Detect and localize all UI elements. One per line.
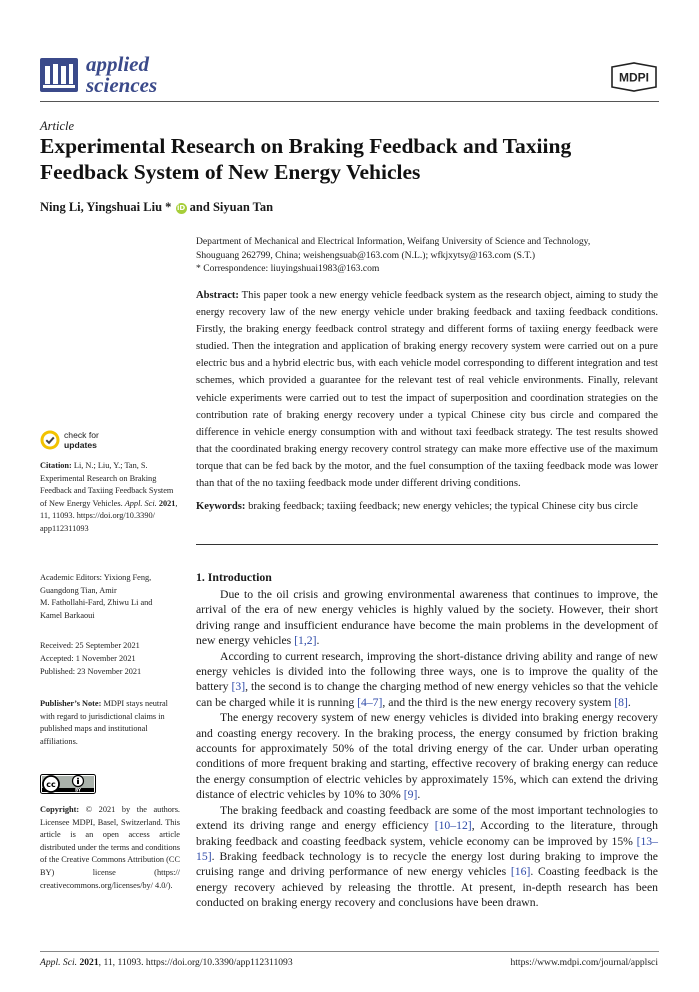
citation-ref[interactable]: [4–7] <box>357 695 383 709</box>
paragraph-text: , and the third is the new energy recovery system <box>382 695 615 709</box>
citation-doi[interactable]: , 11, 11093. https://doi.org/10.3390/ app112311093 <box>40 498 178 533</box>
publisher-name: MDPI <box>619 70 649 85</box>
footer-citation <box>40 957 293 968</box>
citation <box>40 460 180 536</box>
abstract <box>196 287 658 492</box>
author-list <box>40 200 273 215</box>
cc-by-label: BY <box>75 787 81 793</box>
paragraph-text: , the second is to change the charging method of new energy vehicles so that the vehicle can be charged while it is running <box>196 680 658 709</box>
citation-ref[interactable]: [16] <box>510 865 531 879</box>
paragraph-text: According to current research, improving the short-distance driving ability and range of new energy vehicles is divided into the following three ways, one is to improve the quality of the battery <box>196 649 658 694</box>
abstract-text: This paper took a new energy vehicle feedback system as the research object, aiming to study the energy recovery law of the new energy vehicle under braking feedback and taxiing feedback conditions. Firstly, the braking energy feedback control strategy and different forms of taxiing energy feedback were studied. Then the integration and application of braking energy recovery system were carried out on a pure electric bus and a hybrid electric bus, with each vehicle model corresponding to different integration and test schemes, which provided a guarantee for the relevant test of real vehicle environments. Finally, relevant vehicle experiments were carried out to test the impact of superposition and coordination strategies on the contribution rate of braking energy recovery under a typical Chinese city bus circle and compared the difference in vehicle energy consumption with and without taxi feedback strategy. The test results showed that the coordinated braking energy recovery control strategy can make more effective use of the maximum torque that can be fed back by the motor, and the fuel consumption of the taxiing feedback mode was lower than that of the no taxiing feedback mode under different driving conditions. <box>196 290 658 490</box>
footer-journal: Appl. Sci. <box>40 957 78 968</box>
copyright-notice <box>40 804 180 892</box>
footer-divider <box>40 951 659 952</box>
paragraph-text: . Braking feedback technology is to recycle the energy lost during braking to improve the cruising range and driving performance of new energy vehicles <box>196 849 658 879</box>
paragraph-text: . Coasting feedback is the energy recovery achieved by releasing the throttle. At present, in-depth research has been conducted on braking energy recovery and conclusions have been drawn. <box>196 865 658 910</box>
publisher-note-text: MDPI stays neutral with regard to jurisdictional claims in published maps and institutional affiliations. <box>40 699 168 746</box>
footer-doi[interactable]: , 11, 11093. https://doi.org/10.3390/app112311093 <box>98 957 293 968</box>
authors-tail: and Siyuan Tan <box>189 200 274 214</box>
correspondence: * Correspondence: liuyingshuai1983@163.com <box>196 263 380 274</box>
paragraph-text: The energy recovery system of new energy vehicles is divided into braking energy recovery and coasting energy recovery. In the braking process, the energy consumed by friction braking accounts for approximately 50% of the total driving energy of the car. Under urban operating conditions of more frequent braking and starting, effective recovery of braking energy can reduce the energy consumption of electric vehicles by approximately 15%, which can extend the driving distance of electric vehicles by 10% to 30% <box>196 711 658 802</box>
check-updates-label <box>64 431 99 450</box>
journal-logo-icon <box>40 58 78 92</box>
check-updates-icon <box>40 430 60 450</box>
academic-editors: Academic Editors: Yixiong Feng, Guangdong Tian, Amir M. Fathollahi-Fard, Zhiwu Li and Kamel Barkaoui <box>40 573 153 620</box>
keywords-text: braking feedback; taxiing feedback; new energy vehicles; the typical Chinese city bus circle <box>245 501 638 512</box>
abstract-divider <box>196 544 658 545</box>
paragraph-text: Due to the oil crisis and growing environmental awareness that continues to improve, the arrival of the era of new energy vehicles is highly valued by the society. However, their short driving range and insufficient endurance have become the main problems in the development of new energy vehicles <box>196 588 658 648</box>
paragraph <box>196 710 658 802</box>
paragraph <box>196 587 658 649</box>
section-heading: 1. Introduction <box>196 570 272 584</box>
accepted-date: Accepted: 1 November 2021 <box>40 654 136 664</box>
authors-main: Ning Li, Yingshuai Liu * <box>40 200 172 214</box>
affiliation-line: Department of Mechanical and Electrical Information, Weifang University of Science and Technology, <box>196 236 591 247</box>
journal-name: applied sciences <box>86 52 158 97</box>
affiliation <box>196 235 658 276</box>
citation-ref[interactable]: [8] <box>614 695 628 709</box>
copyright-label: Copyright: <box>40 805 80 814</box>
cc-by-license-icon[interactable] <box>40 774 96 794</box>
paper-title: Experimental Research on Braking Feedback and Taxiing Feedback System of New Energy Vehicles <box>40 134 572 184</box>
publication-dates <box>40 640 180 680</box>
citation-ref[interactable]: [13–15] <box>196 834 658 863</box>
affiliation-line: Shouguang 262799, China; weishengsuab@163.com (N.L.); wfkjxytsy@163.com (S.T.) <box>196 249 536 261</box>
paragraph <box>196 649 658 711</box>
paragraph-text: , According to the literature, through braking feedback and coasting feedback system, vehicle economy can be improved by 15% <box>196 819 658 848</box>
citation-ref[interactable]: [9] <box>403 788 418 802</box>
check-updates-line2: updates <box>64 439 97 450</box>
citation-label: Citation: <box>40 461 72 470</box>
copyright-text: © 2021 by the authors. Licensee MDPI, Basel, Switzerland. This article is an open access article distributed under the terms and conditions of the Creative Commons Attribution (CC BY) license (https:// creativecommons.org/licenses/by/ 4.0/). <box>40 805 180 890</box>
citation-journal: Appl. Sci. <box>124 498 157 508</box>
footer-year: 2021 <box>79 957 99 968</box>
paragraph <box>196 803 658 911</box>
citation-text: Li, N.; Liu, Y.; Tan, S. Experimental Research on Braking Feedback and Taxiing Feedback System of New Energy Vehicles. <box>40 461 174 508</box>
footer-url[interactable]: https://www.mdpi.com/journal/applsci <box>510 957 658 968</box>
publisher-note <box>40 698 180 748</box>
paragraph-text: . <box>417 788 421 802</box>
received-date: Received: 25 September 2021 <box>40 641 140 650</box>
citation-year: 2021 <box>156 498 176 508</box>
keywords <box>196 499 658 515</box>
mdpi-logo <box>608 62 660 92</box>
check-updates-line1: check for <box>64 430 99 440</box>
citation-ref[interactable]: [3] <box>231 680 246 694</box>
publisher-note-label: Publisher’s Note: <box>40 699 102 708</box>
cc-label: cc <box>46 780 56 789</box>
keywords-label: Keywords: <box>196 501 246 512</box>
header-divider <box>40 101 659 102</box>
introduction-body <box>196 587 658 911</box>
article-type: Article <box>40 119 75 133</box>
citation-ref[interactable]: [1,2] <box>294 634 317 648</box>
orcid-icon[interactable]: iD <box>176 204 186 212</box>
journal-logo <box>40 52 160 97</box>
published-date: Published: 23 November 2021 <box>40 667 142 677</box>
paragraph-text: The braking feedback and coasting feedback are some of the most important technologies to extend its driving range and energy efficiency <box>196 803 658 833</box>
citation-ref[interactable]: [10–12] <box>434 819 472 833</box>
check-for-updates-badge[interactable] <box>40 430 150 454</box>
abstract-label: Abstract: <box>196 290 239 301</box>
paragraph-text: . <box>316 634 320 648</box>
paragraph-text: . <box>627 695 631 709</box>
